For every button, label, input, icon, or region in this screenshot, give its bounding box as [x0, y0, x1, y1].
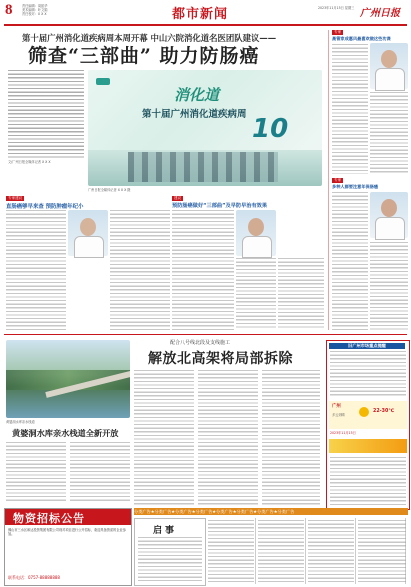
weather-temp: 22-30℃ — [373, 409, 395, 414]
ad-phone: 联系电话：0757-88888888 — [8, 575, 60, 580]
sub2-text-a — [172, 210, 234, 330]
middle-headline: 解放北高架将局部拆除 — [148, 351, 293, 367]
lead-byline: 文/广州日报全媒体记者 X X X — [8, 160, 51, 164]
lead-headline: 筛查“三部曲” 助力防肠癌 — [28, 45, 260, 67]
notice-title: 启事 — [153, 526, 178, 536]
middle-text-a — [134, 370, 194, 506]
middle-kicker: 配合八号线北段及支线施工 — [170, 340, 231, 346]
right-title-1: 高管家成惠风最喜欢做这些功课 — [332, 36, 391, 41]
masthead — [0, 0, 411, 26]
classified-col-3 — [308, 520, 354, 582]
sidebar-date: 2023年11月15日 — [330, 431, 356, 435]
sidebar-info-box — [326, 340, 410, 510]
event-logo-icon — [96, 78, 110, 85]
photo-anniv-mark: 10 — [252, 114, 289, 144]
section-rule — [4, 334, 407, 335]
sidebar-info-title: 旧广州市场重点提醒 — [329, 343, 405, 349]
hydro-text-b — [70, 442, 130, 502]
sub1-headline: 直肠癌够早来查 预防肿瘤年纪小 — [6, 204, 84, 210]
photo-banner: 消化道 — [174, 86, 220, 104]
lead-photo-caption: 广州日报全媒体记者 X X X 摄 — [88, 188, 131, 192]
right-text-1a — [332, 44, 368, 174]
sidebar-info-text — [330, 351, 406, 397]
sub2-tag: 建议 — [174, 196, 182, 200]
lead-photo — [88, 70, 322, 186]
classified-col-4 — [358, 520, 406, 582]
sidebar-banner — [329, 439, 407, 453]
weather-desc: 多云到晴 — [332, 413, 345, 417]
photo-people — [128, 152, 278, 182]
reservoir-caption: 黄婆洞水库亲水栈道 — [6, 420, 35, 424]
sub1-tag: 专家建议 — [8, 196, 23, 200]
classified-ticker: 分类广告★分类广告★分类广告★分类广告★分类广告★分类广告★分类广告★分类广告 — [134, 508, 408, 515]
notice-box — [134, 518, 206, 586]
weather-city: 广州 — [332, 404, 341, 409]
sub1-text-a — [6, 210, 66, 330]
ad-box — [4, 508, 132, 586]
right-tag-1: 专家 — [334, 30, 342, 34]
right-text-2b — [370, 242, 408, 332]
sub2-text-b — [278, 258, 324, 330]
brand-logo: 广州日报 — [360, 8, 400, 19]
weather-panel — [329, 401, 407, 429]
photo-event-title: 第十届广州消化道疾病周 — [142, 109, 247, 120]
sun-icon — [359, 407, 369, 417]
sub2-text-c — [236, 258, 276, 330]
doctor-photo-4 — [370, 192, 408, 238]
section-title: 都市新闻 — [172, 6, 229, 21]
right-tag-2: 专家 — [334, 178, 342, 182]
notice-text — [138, 537, 202, 581]
sub1-text-b — [110, 210, 170, 330]
classified-col-1 — [208, 520, 254, 582]
doctor-photo-3 — [370, 43, 408, 89]
editor-line: 美术编辑：叶文娟 — [22, 8, 48, 13]
reservoir-photo — [6, 340, 130, 418]
doctor-photo-1 — [68, 210, 108, 256]
ad-body: 佛山市三水区和达投资集团有限公司现对项目进行公开招标，欢迎具备资质的企业参加。 — [8, 528, 126, 537]
middle-text-c — [262, 370, 320, 506]
editor-meta — [22, 4, 82, 17]
doctor-photo-2 — [236, 210, 276, 256]
ad-title: 物资招标公告 — [13, 512, 85, 525]
page-number: 8 — [5, 2, 13, 18]
right-text-1b — [370, 92, 408, 174]
right-title-2: 多种人群要注意年保肠癌 — [332, 184, 379, 189]
sub2-headline: 预防肠癌做好“三部曲”及早防早治有效果 — [172, 203, 268, 209]
editor-line: 责任编辑：周振华 — [22, 4, 48, 8]
masthead-rule — [4, 24, 407, 26]
right-col-divider — [328, 30, 329, 330]
editor-line: 责任校对：X X X — [22, 12, 47, 17]
classified-grid — [206, 518, 408, 584]
middle-text-b — [198, 370, 258, 506]
date-line: 2023年11月15日 星期三 — [318, 6, 355, 10]
hydro-headline: 黄婆洞水库亲水栈道全新开放 — [12, 428, 119, 438]
ad-title-bar — [5, 509, 131, 525]
right-text-2a — [332, 192, 368, 332]
sidebar-list — [330, 457, 406, 505]
lead-kicker: 第十届广州消化道疾病周本周开幕 中山六院消化道名医团队建议—— — [22, 33, 277, 43]
lead-intro-text — [8, 70, 84, 158]
hydro-text-a — [6, 442, 66, 502]
classified-col-2 — [258, 520, 304, 582]
